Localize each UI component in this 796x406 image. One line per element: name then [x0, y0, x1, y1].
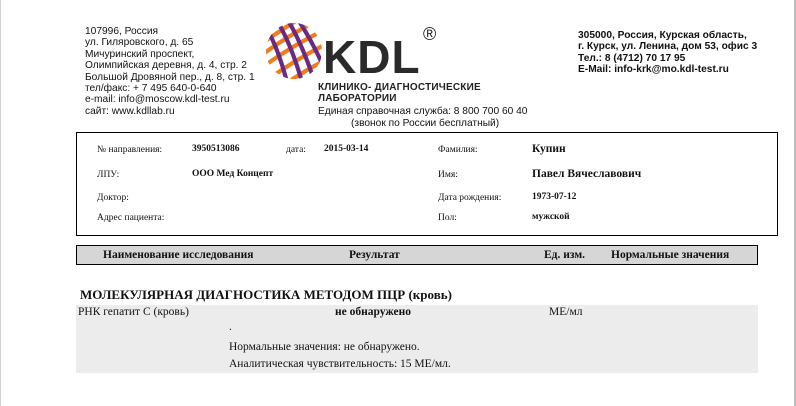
address-line: 107996, Россия — [85, 26, 159, 37]
result-units: МЕ/мл — [549, 306, 583, 318]
address-line: Мичуринский проспект, — [85, 48, 195, 60]
result-test-name: РНК гепатит C (кровь) — [78, 306, 189, 318]
hotline-text: Единая справочная служба: 8 800 700 60 40 — [318, 106, 528, 117]
hotline-note: (звонок по России бесплатный) — [351, 118, 500, 129]
name-value: Павел Вячеславович — [532, 168, 642, 180]
column-header-result: Результат — [349, 249, 400, 261]
kdl-logo-icon — [264, 20, 324, 82]
address-line: e-mail: info@moscow.kdl-test.ru — [85, 94, 230, 106]
address-line: сайт: www.kdllab.ru — [85, 105, 175, 117]
address-line: г. Курск, ул. Ленина, дом 53, офис 3 — [578, 41, 758, 53]
surname-label: Фамилия: — [438, 145, 478, 155]
address-line: E-Mail: info-krk@mo.kdl-test.ru — [578, 64, 729, 76]
doctor-label: Доктор: — [97, 193, 129, 203]
lpu-value: ООО Мед Концепт — [192, 169, 274, 179]
result-dot: . — [229, 321, 232, 333]
sex-value: мужской — [532, 212, 570, 222]
patient-info-box — [76, 132, 778, 236]
column-header-norm: Нормальные значения — [611, 249, 730, 261]
logo-wordmark: KDL — [323, 31, 421, 83]
registered-mark: ® — [423, 24, 437, 44]
address-line: Тел.: 8 (4712) 70 17 95 — [578, 52, 686, 64]
address-line: тел/факс: + 7 495 640-0-640 — [85, 83, 217, 95]
date-label: дата: — [286, 145, 306, 155]
lpu-label: ЛПУ: — [97, 170, 120, 180]
lab-address-right — [578, 30, 757, 76]
address-line: Олимпийская деревня, д. 4, стр. 2 — [85, 60, 247, 72]
column-header-test: Наименование исследования — [103, 249, 254, 261]
date-value: 2015-03-14 — [324, 144, 369, 154]
lab-address-left — [85, 26, 255, 117]
results-table-header — [76, 245, 758, 265]
address-line: Большой Дровяной пер., д. 8, стр. 1 — [85, 71, 255, 83]
result-note-sensitivity: Аналитическая чувствительность: 15 МЕ/мл. — [229, 358, 451, 370]
page-left-edge — [0, 0, 1, 406]
address-line: 305000, Россия, Курская область, — [578, 30, 747, 41]
result-note-normal: Нормальные значения: не обнаружено. — [229, 341, 420, 353]
logo-subtitle-line: КЛИНИКО- ДИАГНОСТИЧЕСКИЕ — [318, 82, 481, 93]
birth-date-label: Дата рождения: — [438, 193, 502, 203]
result-value: не обнаружено — [335, 306, 411, 318]
referral-value: 3950513086 — [192, 144, 240, 154]
logo-subtitle-line: ЛАБОРАТОРИИ — [318, 92, 397, 104]
sex-label: Пол: — [438, 213, 457, 223]
logo-subtitle — [318, 83, 481, 104]
section-title: МОЛЕКУЛЯРНАЯ ДИАГНОСТИКА МЕТОДОМ ПЦР (кровь) — [80, 287, 452, 302]
address-label: Адрес пациента: — [97, 213, 165, 223]
birth-date-value: 1973-07-12 — [532, 192, 577, 202]
surname-value: Купин — [532, 143, 566, 155]
column-header-units: Ед. изм. — [544, 249, 586, 261]
address-line: ул. Гиляровского, д. 65 — [85, 37, 194, 49]
referral-label: № направления: — [97, 145, 163, 155]
result-row — [76, 305, 758, 373]
name-label: Имя: — [438, 170, 458, 180]
